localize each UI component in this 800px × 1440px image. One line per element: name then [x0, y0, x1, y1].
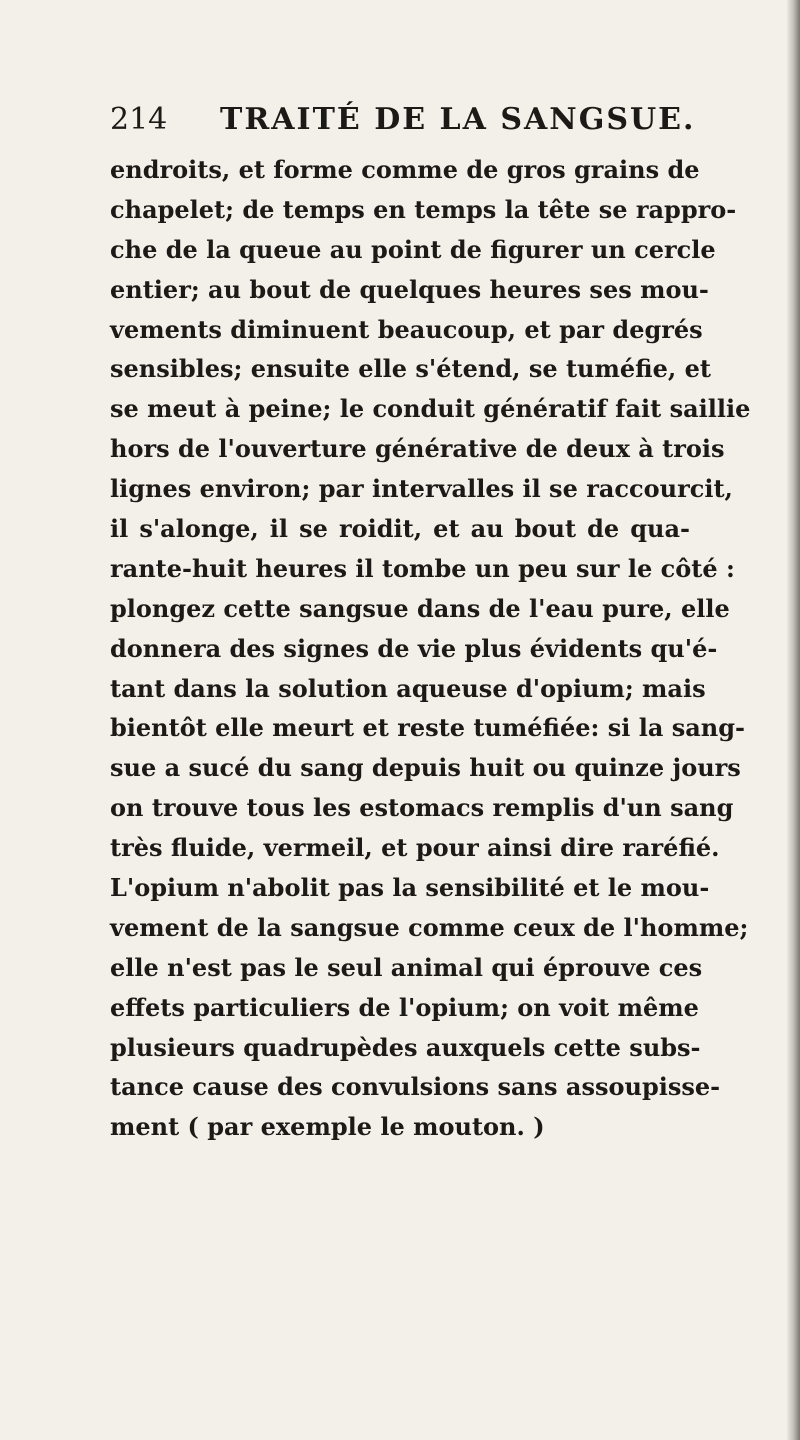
- text-line: il s'alonge, il se roidit, et au bout de qua-: [110, 514, 690, 544]
- text-line: se meut à peine; le conduit génératif fait saillie: [110, 394, 751, 424]
- running-head: [110, 100, 696, 140]
- text-line: entier; au bout de quelques heures ses mou-: [110, 274, 709, 304]
- text-line: vements diminuent beaucoup, et par degrés: [110, 314, 703, 344]
- page-edge-shadow: [786, 0, 800, 1440]
- text-line: effets particuliers de l'opium; on voit même: [110, 992, 699, 1022]
- text-line: endroits, et forme comme de gros grains de: [110, 155, 700, 184]
- text-line: tance cause des convulsions sans assoupisse-: [110, 1072, 721, 1102]
- text-line: rante-huit heures il tombe un peu sur le côté :: [110, 553, 735, 583]
- text-line: che de la queue au point de figurer un cercle: [110, 234, 716, 264]
- text-line: plongez cette sangsue dans de l'eau pure, elle: [110, 593, 730, 623]
- text-line: vement de la sangsue comme ceux de l'homme;: [110, 912, 749, 942]
- text-line: sue a sucé du sang depuis huit ou quinze jours: [110, 753, 741, 783]
- text-line: bientôt elle meurt et reste tuméfiée: si la sang-: [110, 713, 745, 743]
- body-text: [110, 150, 751, 1147]
- text-line: hors de l'ouverture générative de deux à trois: [110, 434, 725, 464]
- text-line: chapelet; de temps en temps la tête se rappro-: [110, 194, 737, 224]
- text-line: tant dans la solution aqueuse d'opium; mais: [110, 673, 706, 703]
- text-line: plusieurs quadrupèdes auxquels cette subs-: [110, 1032, 701, 1062]
- text-line: on trouve tous les estomacs remplis d'un sang: [110, 793, 734, 823]
- text-line: sensibles; ensuite elle s'étend, se tuméfie, et: [110, 354, 711, 384]
- text-line: ment ( par exemple le mouton. ): [110, 1112, 545, 1142]
- text-line: donnera des signes de vie plus évidents qu'é-: [110, 633, 718, 663]
- text-line: lignes environ; par intervalles il se raccourcit,: [110, 474, 733, 504]
- page-number: 214: [110, 102, 168, 137]
- text-line: très fluide, vermeil, et pour ainsi dire raréfié.: [110, 833, 720, 863]
- running-title: TRAITÉ DE LA SANGSUE.: [220, 102, 696, 137]
- text-line: L'opium n'abolit pas la sensibilité et le mou-: [110, 873, 710, 903]
- text-line: elle n'est pas le seul animal qui éprouve ces: [110, 952, 703, 982]
